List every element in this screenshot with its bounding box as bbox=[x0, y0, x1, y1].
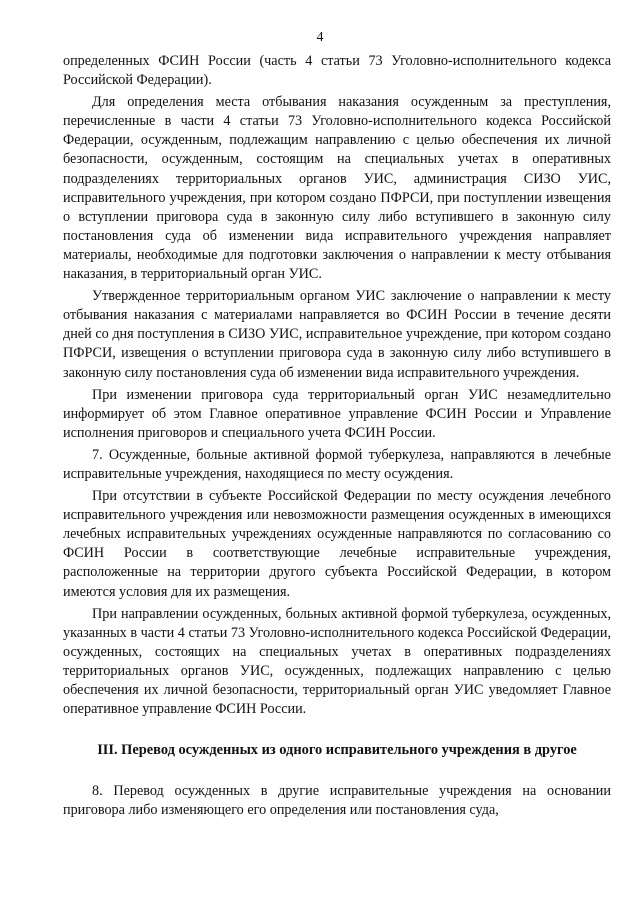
paragraph-continuation: определенных ФСИН России (часть 4 статьи 73 Уголовно-исполнительного кодекса Российской Федерации). bbox=[63, 53, 611, 89]
paragraph-no-medical-facility: При отсутствии в субъекте Российской Федерации по месту осуждения лечебного исправительного учреждения или невозможности размещения осужденных в имеющихся лечебных исправительных учреждениях осужденные направляются по согласованию со ФСИН России в соответствующие лечебные исправительные учреждения, расположенные на территории другого субъекта Российской Федерации, в котором имеются условия для их размещения. bbox=[63, 488, 611, 600]
section-heading: III. Перевод осужденных из одного исправительного учреждения в другое bbox=[97, 742, 577, 759]
paragraph-sentence-change: При изменении приговора суда территориальный орган УИС незамедлительно информирует об этом Главное оперативное управление ФСИН России и Управление исполнения приговоров и специального учета ФСИН России. bbox=[63, 386, 611, 441]
document-body bbox=[63, 52, 611, 823]
paragraph-place-determination: Для определения места отбывания наказания осужденным за преступления, перечисленные в части 4 статьи 73 Уголовно-исполнительного кодекса Российской Федерации, осужденным, подлежащим направлению с целью обеспечения их личной безопасности, осужденным, состоящим на специальных учетах в оперативных подразделениях территориальных органов УИС, администрация СИЗО УИС, исправительного учреждения, при котором создано ПФРСИ, при поступлении извещения о вступлении приговора суда в законную силу либо вступившего в законную силу постановления суда об изменении вида исправительного учреждения направляет материалы, необходимые для подготовки заключения о направлении к месту отбывания наказания, в территориальный орган УИС. bbox=[63, 94, 611, 283]
paragraph-approved-conclusion: Утвержденное территориальным органом УИС заключение о направлении к месту отбывания наказания с материалами направляется во ФСИН России в течение десяти дней со дня поступления в СИЗО УИС, исправительное учреждение, при котором создано ПФРСИ, извещения о вступлении приговора суда в законную силу либо вступившего в законную силу постановления суда об изменении вида исправительного учреждения. bbox=[63, 288, 611, 381]
page-number: 4 bbox=[316, 30, 324, 45]
paragraph-notification: При направлении осужденных, больных активной формой туберкулеза, осужденных, указанных в части 4 статьи 73 Уголовно-исполнительного кодекса Российской Федерации, осужденных, состоящих на специальных учетах в оперативных подразделениях территориальных органов УИС, осужденных, подлежащих направлению с целью обеспечения их личной безопасности, территориальный орган УИС уведомляет Главное оперативное управление ФСИН России. bbox=[63, 605, 611, 718]
paragraph-item-7: 7. Осужденные, больные активной формой туберкулеза, направляются в лечебные исправительные учреждения, находящиеся по месту осуждения. bbox=[63, 446, 611, 482]
paragraph-item-8: 8. Перевод осужденных в другие исправительные учреждения на основании приговора либо изменяющего его определения или постановления суда, bbox=[63, 783, 611, 819]
